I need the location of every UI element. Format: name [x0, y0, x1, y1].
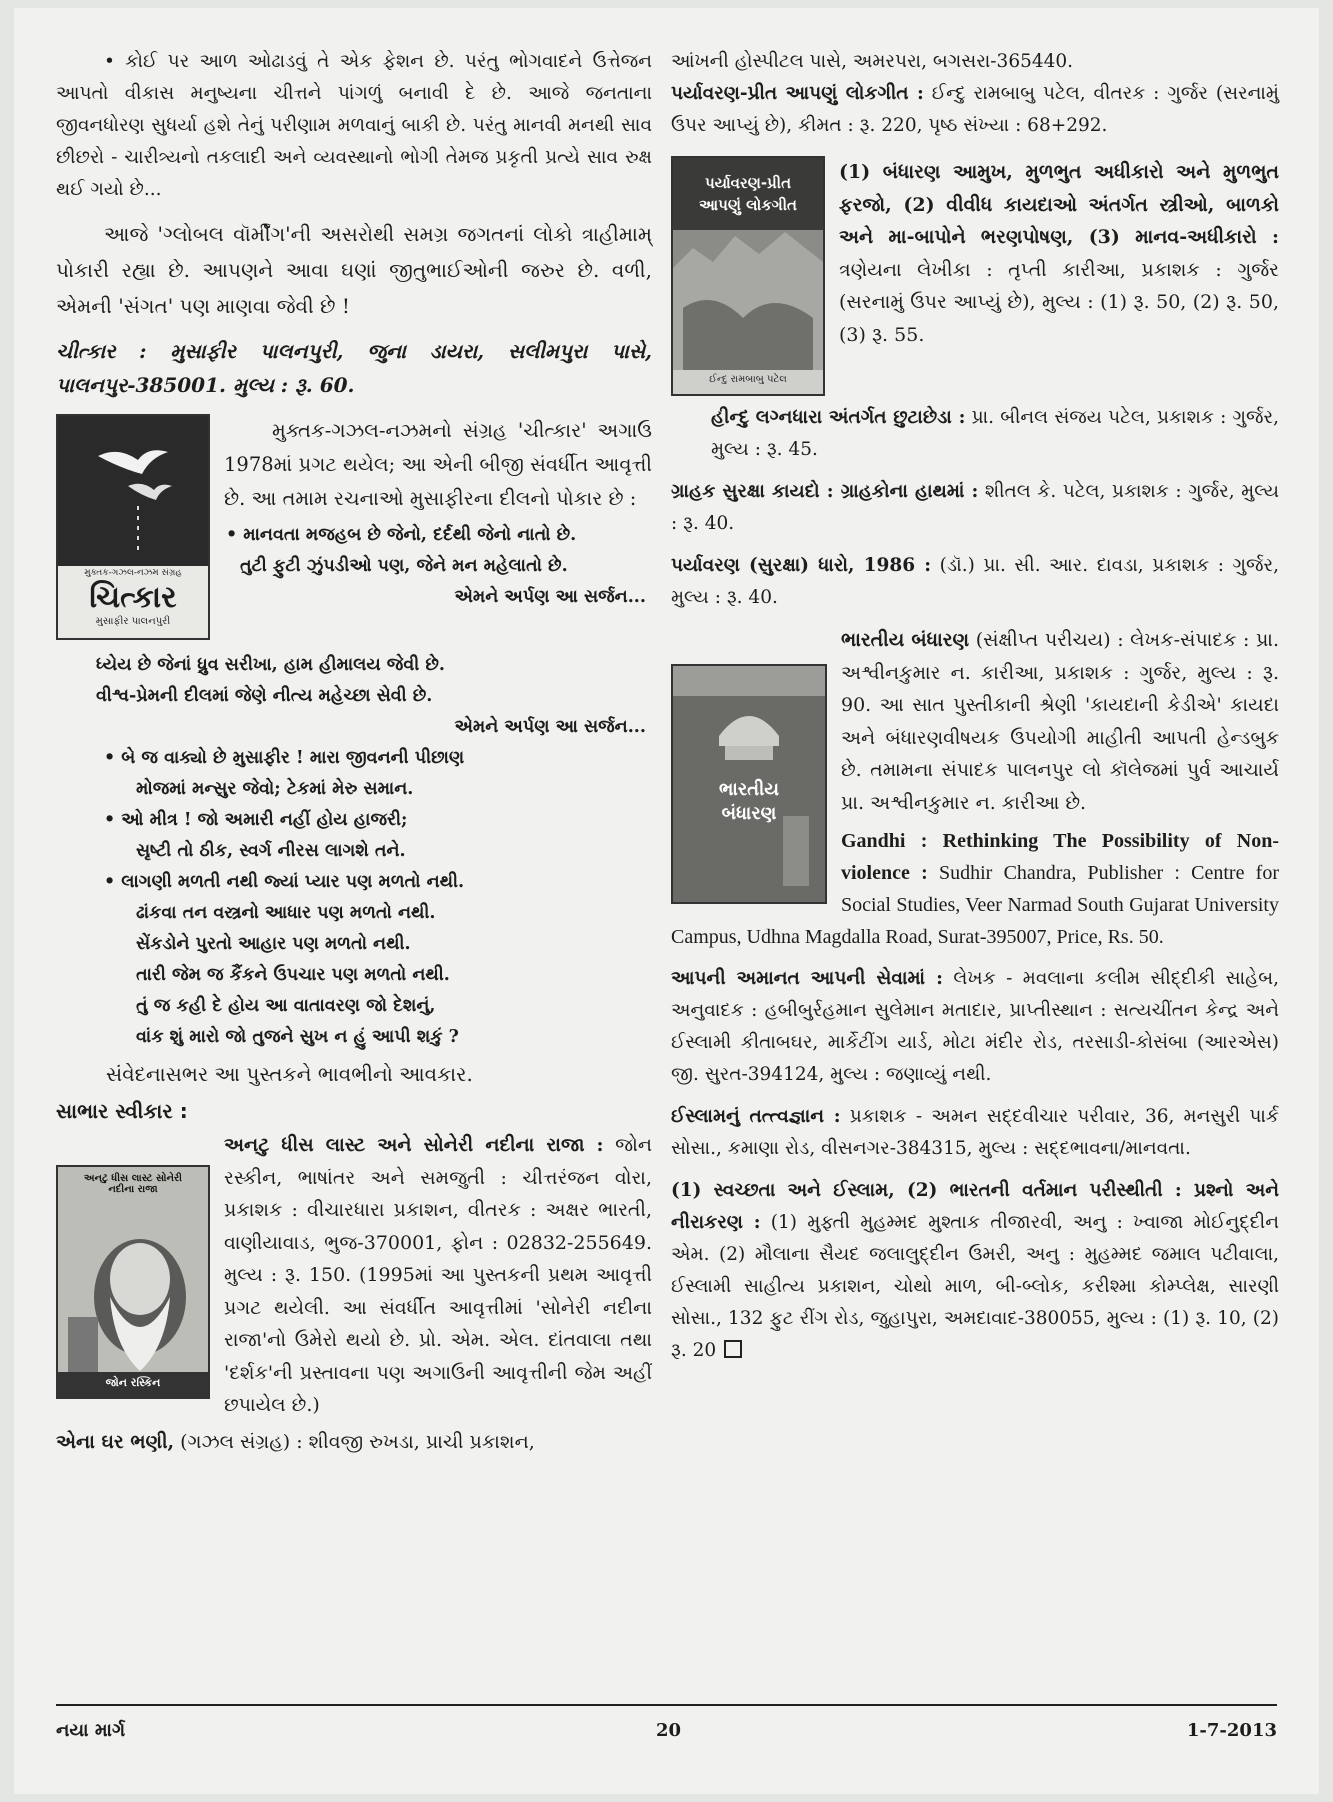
poem-line: ધ્યેય છે જેનાં ધ્રુવ સરીખા, હામ હીમાલય જેવી છે. — [96, 655, 445, 675]
chitkar-description: મુક્તક-ગઝલ-નઝમનો સંગ્રહ 'ચીત્કાર' અગાઉ 1978માં પ્રગટ થયેલ; આ એની બીજી સંવર્ધીત આવૃત્તી છે. આ તમામ રચનાઓ મુસાફીરના દીલનો પોકાર છે : — [224, 419, 652, 510]
chitkar-reference-text: ચીત્કાર : મુસાફીર પાલનપુરી, જુના ડાયરા, સલીમપુરા પાસે, પાલનપુર-385001. મુલ્ય : રૂ. 60. — [56, 339, 652, 397]
grahak-text: શીતલ કે. પટેલ, પ્રકાશક : ગુર્જર, મુલ્ય : રૂ. 40. — [671, 481, 1279, 534]
paryavaran-entry — [671, 550, 1279, 614]
issue-date: 1-7-2013 — [1186, 1720, 1277, 1741]
global-warming-paragraph: આજે 'ગ્લોબલ વૉર્મીંગ'ની અસરોથી સમગ્ર જગતનાં લોકો ત્રાહીમામ્ પોકારી રહ્યા છે. આપણને આવા ઘણાં જીતુભાઈઓની જરુર છે. વળી, એમની 'સંગત' પણ માણવા જેવી છે ! — [56, 222, 652, 318]
islam-philosophy-entry — [671, 1101, 1279, 1165]
page-number: 20 — [656, 1720, 682, 1741]
poem-line: • માનવતા મજહબ છે જેનો, દર્દથી જેનો નાતો છે. — [226, 525, 577, 545]
amanat-text: લેખક - મવલાના કલીમ સીદ્દીકી સાહેબ, અનુવાદક : હબીબુર્રહમાન સુલેમાન મતાદાર, પ્રાપ્તીસ્થાન : સત્યચીંતન કેન્દ્ર અને ઈસ્લામી કીતાબઘર, માર્કેટીંગ યાર્ડ, મોટા મંદીર રોડ, તરસાડી-કોસંબા (આરએસ) જી. સુરત-394124, મુલ્ય : જણાવ્યું નથી. — [671, 968, 1279, 1085]
welcome-line: સંવેદનાસભર આ પુસ્તકને ભાવભીનો આવકાર. — [106, 1062, 473, 1086]
intro-paragraph: • કોઈ પર આળ ઓઢાડવું તે એક ફેશન છે. પરંતુ ભોગવાદને ઉત્તેજન આપતો વીકાસ મનુષ્યના ચીત્તને પાંગળું બનાવી દે છે. આજે જનતાના જીવનધોરણ સુધર્યા હશે તેનું પરીણામ મળવાનું બાકી છે. પરંતુ માનવી મનથી સાવ છીછરો - ચારીત્ર્યનો તકલાદી અને વ્યવસ્થાનો ભોગી તેમજ પ્રકૃતી પ્રત્યે સાવ રુક્ષ થઈ ગયો છે... — [56, 51, 652, 200]
bhartiya-bandharan-text: (સંક્ષીપ્ત પરીચય) : લેખક-સંપાદક : પ્રા. અશ્વીનકુમાર ન. કારીઆ, પ્રકાશક : ગુર્જર, મુલ્ય : રૂ. 90. આ સાત પુસ્તીકાની શ્રેણી 'કાયદાની કેડીએ' કાયદા અને બંધારણવીષયક ઉપયોગી માહીતી આપતી હેન્ડબુક છે. તમામના સંપાદક પાલનપુર લો કૉલેજમાં પુર્વ આચાર્ય પ્રા. અશ્વીનકુમાર ન. કારીઆ છે. — [841, 629, 1280, 814]
bhartiya-bandharan-title: ભારતીય બંધારણ — [841, 629, 970, 651]
paryavaran-title: પર્યાવરણ (સુરક્ષા) ધારો, 1986 : — [671, 555, 932, 576]
chitkar-cover-title: ચિત્કાર — [89, 580, 177, 615]
ruskin-cover-title: અનટુ ધીસ લાસ્ટ સોનેરી નદીના રાજા — [83, 1173, 183, 1195]
right-column — [671, 46, 1279, 1367]
grahak-title: ગ્રાહક સુરક્ષા કાયદો : ગ્રાહકોના હાથમાં : — [671, 481, 979, 502]
hindu-marriage-text: પ્રા. બીનલ સંજય પટેલ, પ્રકાશક : ગુર્જર, મુલ્ય : રૂ. 45. — [711, 407, 1279, 460]
poem-line: • ઓ મીત્ર ! જો અમારી નહીં હોય હાજરી; — [104, 810, 408, 830]
chitkar-cover-author: મુસાફીર પાલનપુરી — [95, 616, 171, 627]
paryavaran-text: (ડૉ.) પ્રા. સી. આર. દાવડા, પ્રકાશક : ગુર્જર, મુલ્ય : રૂ. 40. — [671, 555, 1279, 608]
lokgeet-cover-title: પર્યાવરણ-પ્રીત આપણું લોકગીત — [699, 174, 797, 214]
amanat-entry — [671, 963, 1279, 1091]
address-continued: આંખની હોસ્પીટલ પાસે, અમરપરા, બગસરા-365440. — [671, 51, 1074, 72]
grahak-entry — [671, 476, 1279, 540]
ena-ghar-entry — [56, 1426, 652, 1458]
islam-philosophy-title: ઈસ્લામનું તત્ત્વજ્ઞાન : — [671, 1106, 841, 1127]
chitkar-cover-subtitle: મુક્તક-ગઝલ-નઝમ સંગ્રહ — [84, 568, 182, 578]
poem-line: મોજમાં મન્સુર જેવો; ટેકમાં મેરુ સમાન. — [136, 779, 414, 799]
lokgeet-book-cover — [671, 156, 825, 396]
left-column — [56, 46, 652, 1458]
acknowledgement-heading: સાભાર સ્વીકાર : — [56, 1099, 188, 1123]
samvidhan-text: ત્રણેયના લેખીકા : તૃપ્તી કારીઆ, પ્રકાશક : ગુર્જર (સરનામું ઉપર આપ્યું છે), મુલ્ય : (1) રૂ. 50, (2) રૂ. 50, (3) રૂ. 55. — [839, 258, 1279, 346]
samvidhan-title: (1) બંધારણ આમુખ, મુળભુત અધીકારો અને મુળભુત ફરજો, (2) વીવીધ કાયદાઓ અંતર્ગત સ્ત્રીઓ, બાળકો અને મા-બાપોને ભરણપોષણ, (3) માનવ-અધીકારો : — [839, 161, 1279, 248]
magazine-page — [14, 8, 1319, 1794]
page-footer — [56, 1704, 1277, 1741]
islam-philosophy-text: પ્રકાશક - અમન સદ્દવીચાર પરીવાર, 36, મનસુરી પાર્ક સોસા., કમાણા રોડ, વીસનગર-384315, મુલ્ય : સદ્દભાવના/માનવતા. — [671, 1106, 1279, 1159]
bhartiya-cover-title: ભારતીય બંધારણ — [719, 779, 779, 824]
hindu-marriage-title: હીન્દુ લગ્નધારા અંતર્ગત છુટાછેડા : — [711, 407, 966, 428]
ruskin-book-cover — [56, 1165, 210, 1399]
ena-ghar-title: એના ઘર ભણી, — [56, 1430, 175, 1453]
poem-line: તારી જેમ જ કૈંકને ઉપચાર પણ મળતો નથી. — [136, 965, 450, 985]
swachhata-text: (1) મુફ્તી મુહમ્મદ મુશ્તાક તીજારવી, અનુ : ખ્વાજા મોઈનુદ્દીન એમ. (2) મૌલાના સૈયદ જલાલુદ્દીન ઉમરી, અનુ : મુહમ્મદ જમાલ પટીવાલા, ઈસ્લામી સાહીત્ય પ્રકાશન, ચોથો માળ, બી-બ્લોક, કરીશ્મા કોમ્પ્લેક્ષ, સારણી સોસા., 132 ફુટ રીંગ રોડ, જુહાપુરા, અમદાવાદ-380055, મુલ્ય : (1) રૂ. 10, (2) રૂ. 20 — [671, 1212, 1279, 1361]
swachhata-title: (1) સ્વચ્છતા અને ઈસ્લામ, (2) ભારતની વર્તમાન પરીસ્થીતી : પ્રશ્નો અને નીરાકરણ : — [671, 1180, 1279, 1233]
poem-line: વાંક શું મારો જો તુજને સુખ ન હું આપી શકું ? — [136, 1027, 459, 1047]
gandhi-title: Gandhi : Rethinking The Possibility of Non-violence : — [841, 830, 1279, 884]
chitkar-poem-continued — [56, 650, 652, 1053]
lokgeet-text: ઈન્દુ રામબાબુ પટેલ, વીતરક : ગુર્જર (સરનામું ઉપર આપ્યું છે), કીમત : રૂ. 220, પૃષ્ઠ સંખ્યા : 68+292. — [671, 83, 1279, 136]
end-mark-icon — [724, 1340, 742, 1358]
amanat-title: આપની અમાનત આપની સેવામાં : — [671, 968, 943, 989]
ruskin-cover-author: જોન રસ્કિન — [105, 1376, 161, 1389]
lokgeet-title: પર્યાવરણ-પ્રીત આપણું લોકગીત : — [671, 83, 924, 104]
chitkar-book-cover — [56, 414, 210, 640]
poem-line: એમને અર્પણ આ સર્જન... — [454, 587, 646, 607]
gandhi-text: Sudhir Chandra, Publisher : Centre for Social Studies, Veer Narmad South Gujarat University Campus, Udhna Magdalla Road, Surat-395007, Price, Rs. 50. — [671, 862, 1279, 948]
poem-line: એમને અર્પણ આ સર્જન... — [454, 717, 646, 737]
poem-line: વીશ્વ-પ્રેમની દીલમાં જેણે નીત્ય મહેચ્છા સેવી છે. — [96, 686, 433, 706]
lokgeet-entry — [671, 78, 1279, 142]
poem-line: • બે જ વાક્યો છે મુસાફીર ! મારા જીવનની પીછાણ — [104, 748, 465, 768]
magazine-name: નયા માર્ગ — [56, 1720, 126, 1741]
lokgeet-cover-author: ઈન્દુ રામબાબુ પટેલ — [709, 374, 787, 385]
ruskin-entry-text: જોન રસ્કીન, ભાષાંતર અને સમજુતી : ચીત્તરંજન વોરા, પ્રકાશક : વીચારધારા પ્રકાશન, વીતરક : અક્ષર ભારતી, વાણીયાવાડ, ભુજ-370001, ફોન : 02832-255649. મુલ્ય : રૂ. 150. (1995માં આ પુસ્તકની પ્રથમ આવૃત્તી પ્રગટ થયેલી. આ સંવર્ધીત આવૃત્તીમાં 'સોનેરી નદીના રાજા'નો ઉમેરો થયો છે. પ્રો. એમ. એલ. દાંતવાલા તથા 'દર્શક'ની પ્રસ્તાવના પણ અગાઉની આવૃત્તીની જેમ અહીં છપાયેલ છે.) — [224, 1134, 652, 1416]
poem-line: તુટી ફુટી ઝુંપડીઓ પણ, જેને મન મહેલાતો છે. — [240, 556, 568, 576]
ena-ghar-text: (ગઝલ સંગ્રહ) : શીવજી રુખડા, પ્રાચી પ્રકાશન, — [174, 1430, 535, 1453]
bhartiya-bandharan-book-cover — [671, 664, 827, 904]
poem-line: સેંકડોને પુરતો આહાર પણ મળતો નથી. — [136, 934, 411, 954]
swachhata-entry — [671, 1175, 1279, 1367]
chitkar-reference — [56, 334, 652, 402]
portrait-illustration — [58, 1167, 208, 1397]
ruskin-entry-title: અનટુ ધીસ લાસ્ટ અને સોનેરી નદીના રાજા : — [224, 1134, 604, 1156]
poem-line: સૃષ્ટી તો ઠીક, સ્વર્ગ નીરસ લાગશે તને. — [136, 841, 406, 861]
hindu-marriage-entry — [671, 402, 1279, 466]
poem-line: ઢાંકવા તન વસ્ત્રનો આધાર પણ મળતો નથી. — [136, 903, 436, 923]
poem-line: તું જ કહી દે હોય આ વાતાવરણ જો દેશનું, — [136, 996, 436, 1016]
poem-line: • લાગણી મળતી નથી જ્યાં પ્યાર પણ મળતો નથી. — [104, 872, 465, 892]
